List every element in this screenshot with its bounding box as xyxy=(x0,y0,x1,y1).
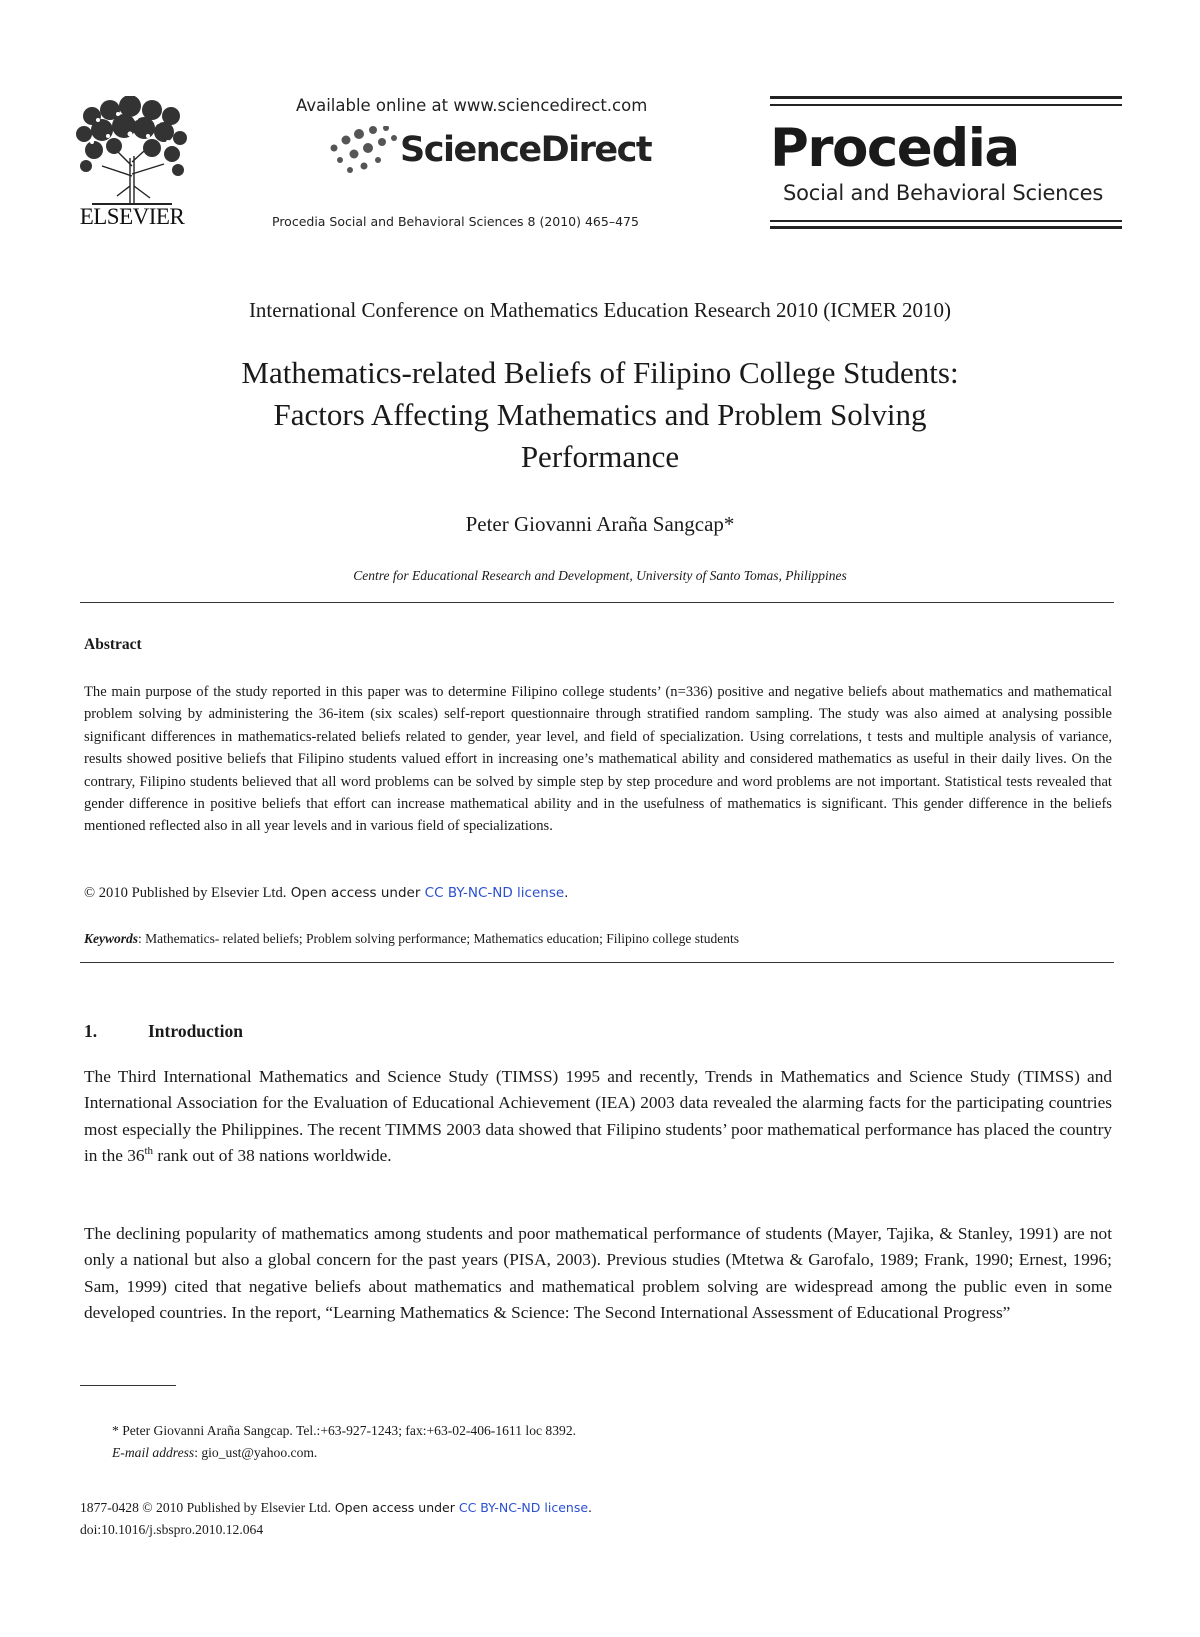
footnote-contact: * Peter Giovanni Araña Sangcap. Tel.:+63-927-1243; fax:+63-02-406-1611 loc 8392. xyxy=(112,1423,577,1438)
issn-block xyxy=(80,1497,592,1541)
author-footnote xyxy=(112,1420,576,1464)
license-link-footer[interactable]: CC BY-NC-ND license xyxy=(458,1500,589,1515)
footnote-divider xyxy=(80,1385,176,1386)
license-suffix: . xyxy=(564,885,569,901)
doi-text[interactable]: doi:10.1016/j.sbspro.2010.12.064 xyxy=(80,1522,264,1537)
intro-paragraph-2: The declining popularity of mathematics among students and poor mathematical performance of students (Mayer, Tajika, & Stanley, 1991) are not only a national but also a global concern for the past years (PISA, 2003). Previous studies (Mtetwa & Garofalo, 1989; Frank, 1990; Ernest, 1996; Sam, 1999) cited that negative beliefs about mathematics and mathematical problem solving are widespread among the public even in some developed countries. In the report, “Learning Mathematics & Science: The Second International Assessment of Educational Progress” xyxy=(84,1224,1112,1323)
conference-name: International Conference on Mathematics Education Research 2010 (ICMER 2010) xyxy=(248,298,952,322)
intro-paragraph-1 xyxy=(84,1064,1112,1170)
abstract-top-divider xyxy=(80,602,1114,603)
ordinal-superscript: th xyxy=(144,1145,154,1158)
abstract-bottom-divider xyxy=(80,962,1114,963)
issn-text: 1877-0428 © 2010 Published by Elsevier Ltd. xyxy=(80,1500,331,1515)
email-label: E-mail address xyxy=(112,1445,195,1460)
keywords-label: Keywords xyxy=(84,931,138,946)
issn-line xyxy=(80,1497,592,1519)
procedia-bottom-rule xyxy=(770,226,1122,229)
license-link[interactable]: CC BY-NC-ND license xyxy=(424,885,565,901)
open-access-text: Open access under xyxy=(286,885,425,901)
author-affiliation: Centre for Educational Research and Development, University of Santo Tomas, Philippines xyxy=(353,568,847,583)
title-line: Factors Affecting Mathematics and Problem Solving xyxy=(273,397,927,432)
abstract-body: The main purpose of the study reported in this paper was to determine Filipino college students’ (n=336) positive and negative beliefs about mathematics and mathematical problem solving by administering the 36-item (six scales) self-report questionnaire through stratified random sampling. The study was also aimed at analysing possible significant differences in mathematics-related beliefs related to gender, year level, and field of specialization. Using correlations, t tests and multiple analysis of variance, results showed positive beliefs that Filipino students valued effort in increasing one’s mathematical ability and considered mathematics as useful in their daily lives. On the contrary, Filipino students believed that all word problems can be solved by simple step by step procedure and word problems are not important. Statistical tests revealed that gender difference in positive beliefs that effort can increase mathematical ability and in the usefulness of mathematics is significant. This gender difference in the beliefs mentioned reflected also in all year levels and in various field of specializations. xyxy=(84,684,1112,835)
sciencedirect-wordmark: ScienceDirect xyxy=(400,130,652,170)
sciencedirect-dots-icon xyxy=(328,126,400,176)
keywords-text: Mathematics- related beliefs; Problem solving performance; Mathematics education; Filipino college students xyxy=(141,931,739,946)
procedia-top-rule xyxy=(770,96,1122,99)
abstract-heading: Abstract xyxy=(84,636,142,653)
keywords-separator: : xyxy=(138,931,142,946)
publisher-logo-text: ELSEVIER xyxy=(79,204,185,229)
available-online-text[interactable]: Available online at www.sciencedirect.com xyxy=(296,96,648,115)
license-suffix: . xyxy=(588,1500,593,1515)
paper-title xyxy=(100,352,1100,478)
footnote-email-line xyxy=(112,1442,576,1464)
procedia-top-rule-thin xyxy=(770,104,1122,106)
sciencedirect-logo[interactable] xyxy=(328,124,658,176)
keywords-line xyxy=(84,931,739,947)
copyright-text: © 2010 Published by Elsevier Ltd. xyxy=(84,885,287,901)
title-line: Mathematics-related Beliefs of Filipino College Students: xyxy=(241,355,959,390)
author-name: Peter Giovanni Araña Sangcap* xyxy=(465,512,735,536)
section-heading-introduction xyxy=(84,1021,243,1042)
section-title: Introduction xyxy=(148,1021,243,1041)
procedia-wordmark: Procedia xyxy=(770,118,1019,179)
paragraph-text: rank out of 38 nations worldwide. xyxy=(153,1146,392,1166)
paragraph-text: The Third International Mathematics and Science Study (TIMSS) 1995 and recently, Trends in Mathematics and Science Study (TIMSS) and International Association for the Evaluation of Educational Achievement (IEA) 2003 data revealed the alarming facts for the participating countries most especially the Philippines. The recent TIMMS 2003 data showed that Filipino students’ poor mathematical performance has placed the country in the 36 xyxy=(84,1067,1112,1166)
procedia-subtitle: Social and Behavioral Sciences xyxy=(783,181,1104,205)
open-access-text: Open access under xyxy=(330,1500,459,1515)
email-address[interactable]: : gio_ust@yahoo.com. xyxy=(194,1445,318,1460)
abstract-copyright xyxy=(84,885,568,902)
title-line: Performance xyxy=(520,439,680,474)
journal-reference: Procedia Social and Behavioral Sciences 8 (2010) 465–475 xyxy=(272,214,639,229)
procedia-bottom-rule-thin xyxy=(770,220,1122,222)
section-number: 1. xyxy=(84,1021,98,1041)
